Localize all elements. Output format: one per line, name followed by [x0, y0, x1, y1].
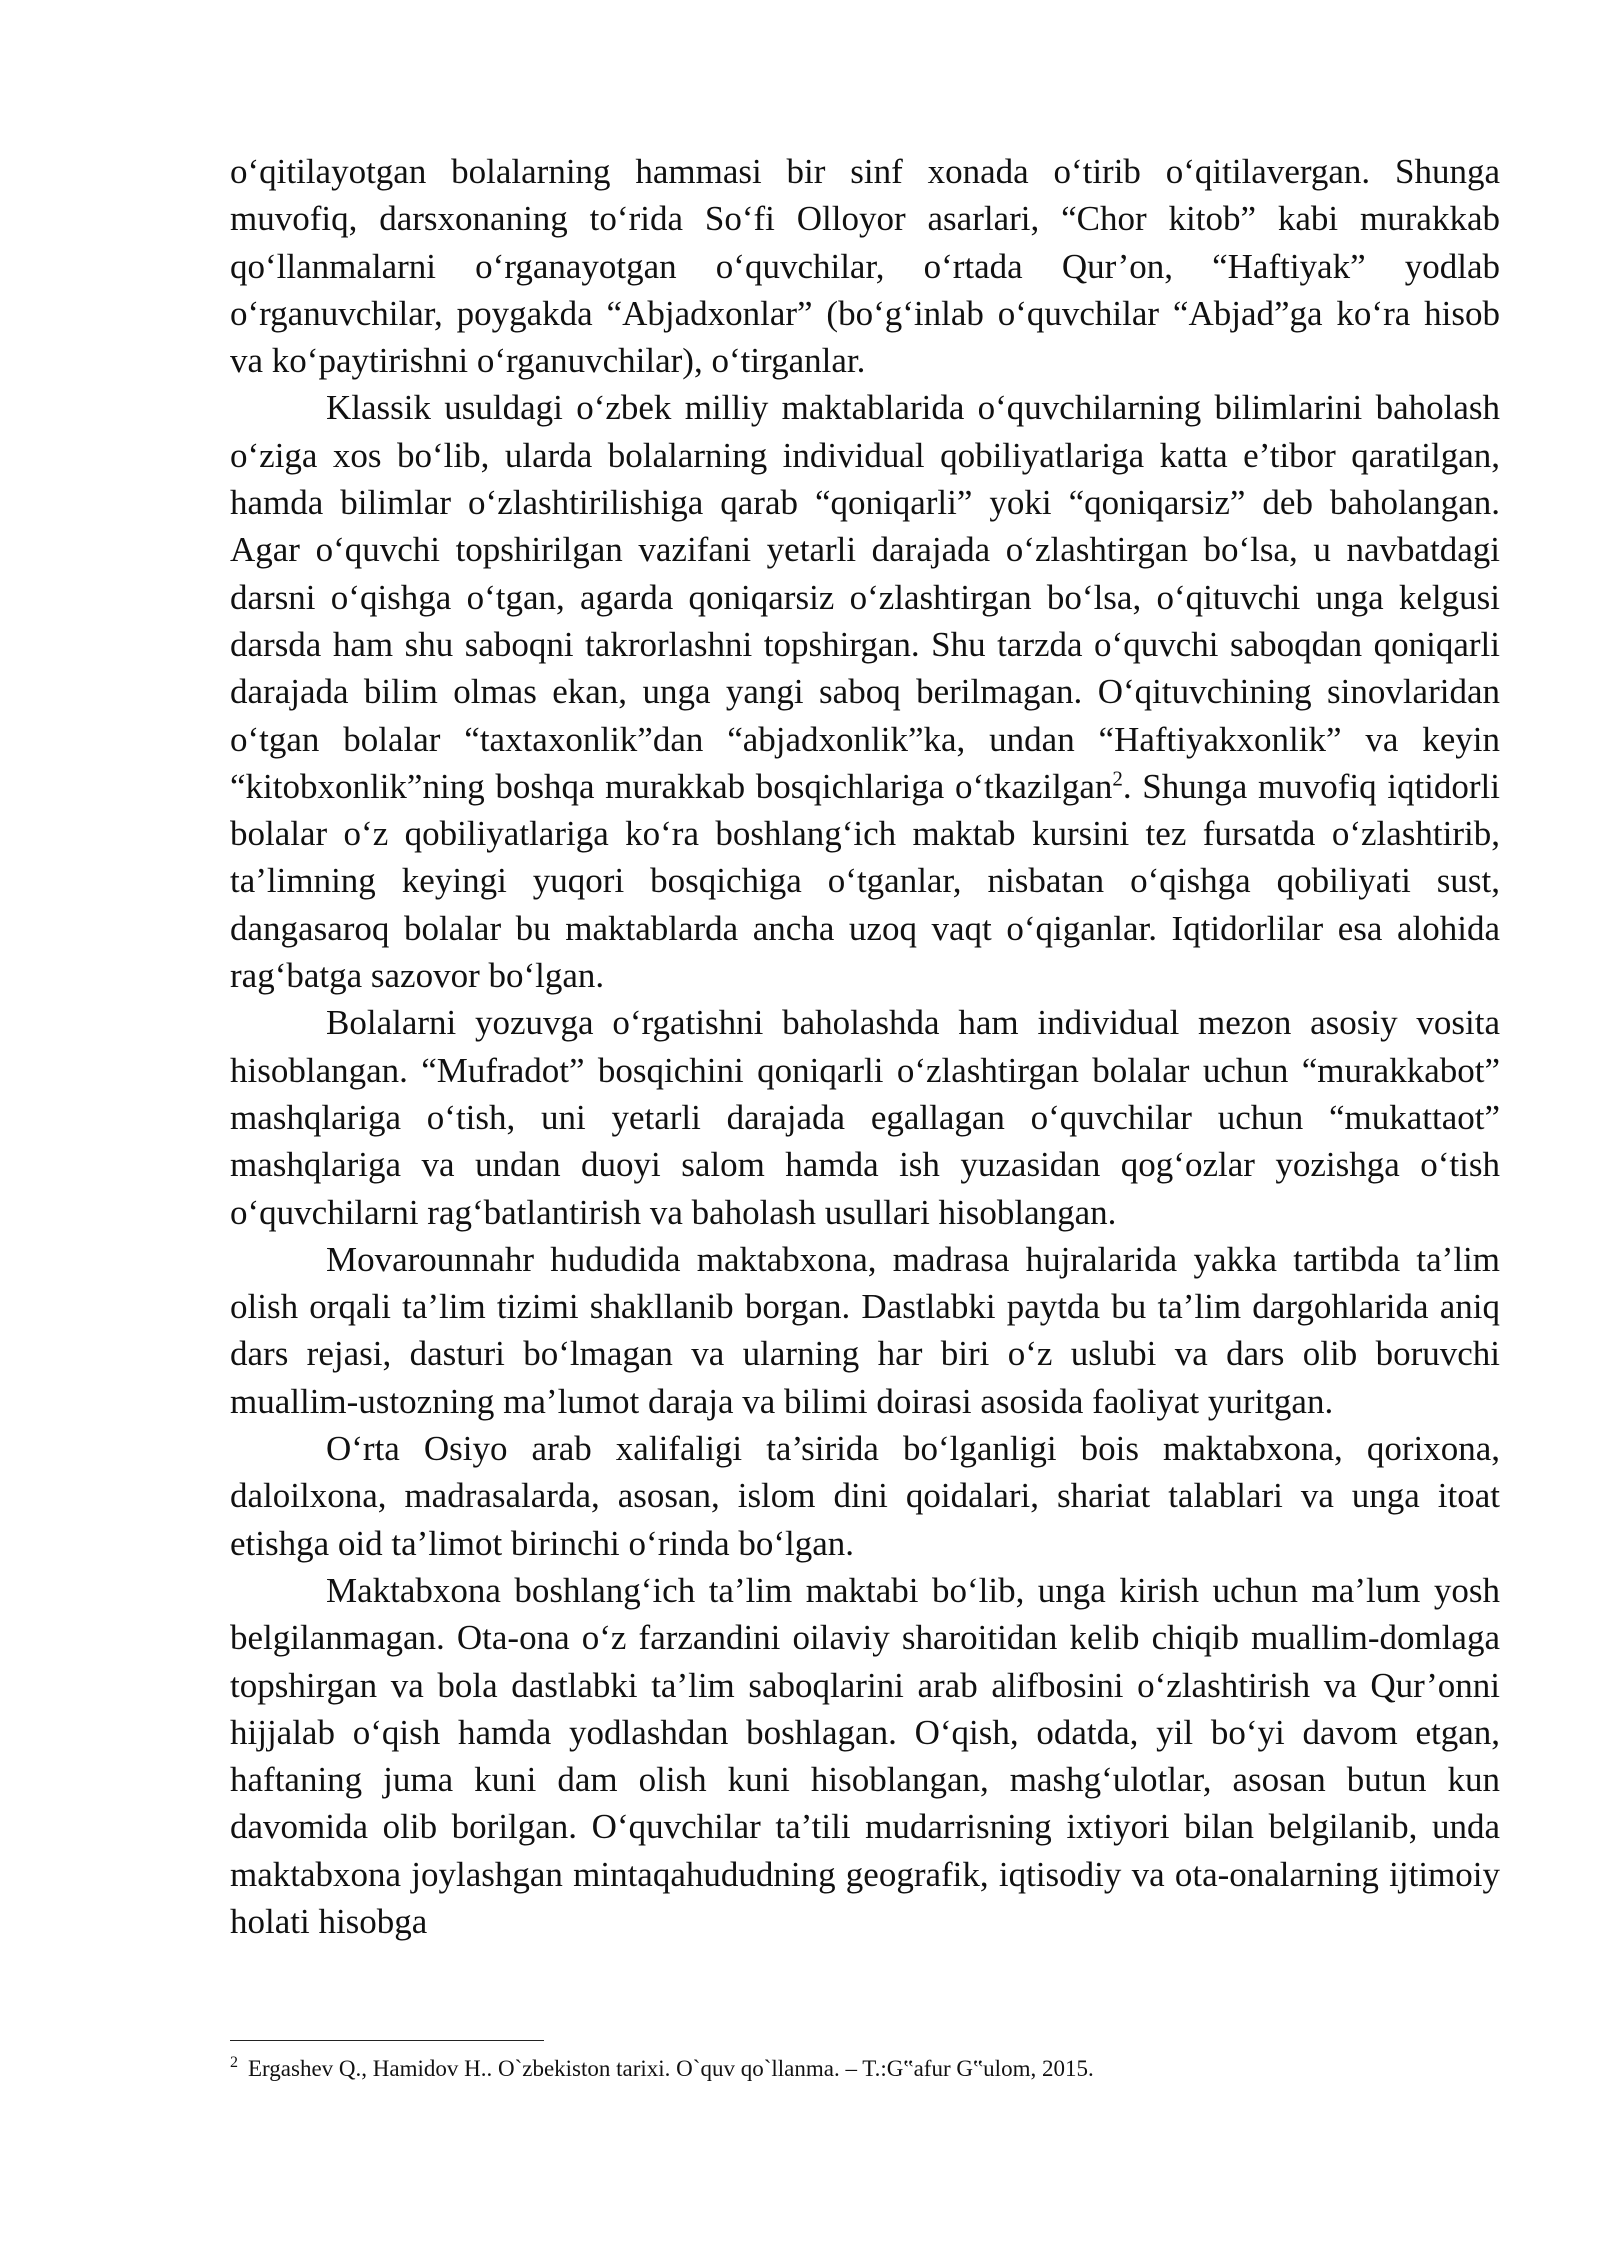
paragraph-writing: Bolalarni yozuvga o‘rgatishni baholashda ham individual mezon asosiy vosita hisoblangan. “Mufradot” bosqichini qoniqarli o‘zlashtirgan bolalar uchun “murakkabot” mashqlariga o‘tish, uni yetarli darajada egallagan o‘quvchilar uchun “mukattaot” mashqlariga va undan duoyi salom hamda ish yuzasidan qog‘ozlar yozishga o‘tish o‘quvchilarni rag‘batlantirish va baholash usullari hisoblangan. [230, 1003, 1500, 1232]
paragraph-continuation: o‘qitilayotgan bolalarning hammasi bir sinf xonada o‘tirib o‘qitilavergan. Shunga muvofiq, darsxonaning to‘rida So‘fi Olloyor asarlari, “Chor kitob” kabi murakkab qo‘llanmalarni o‘rganayotgan o‘quvchilar, o‘rtada Qur’on, “Haftiyak” yodlab o‘rganuvchilar, poygakda “Abjadxonlar” (bo‘g‘inlab o‘quvchilar “Abjad”ga ko‘ra hisob va ko‘paytirishni o‘rganuvchilar), o‘tirganlar. [230, 152, 1500, 381]
footnote-text: Ergashev Q., Hamidov H.. O`zbekiston tarixi. O`quv qo`llanma. – T.:G‟afur G‟ulom, 2015. [248, 2056, 1094, 2081]
paragraph-assessment [230, 384, 1500, 999]
paragraph-movarounnahr: Movarounnahr hududida maktabxona, madrasa hujralarida yakka tartibda ta’lim olish orqali ta’lim tizimi shakllanib borgan. Dastlabki paytda bu ta’lim dargohlarida aniq dars rejasi, dasturi bo‘lmagan va ularning har biri o‘z uslubi va dars olib boruvchi muallim-ustozning ma’lumot daraja va bilimi doirasi asosida faoliyat yuritgan. [230, 1239, 1500, 1421]
paragraph-assessment-part-1: Klassik usuldagi o‘zbek milliy maktablarida o‘quvchilarning bilimlarini baholash o‘ziga xos bo‘lib, ularda bolalarning individual qobiliyatlariga katta e’tibor qaratilgan, hamda bilimlar o‘zlashtirilishiga qarab “qoniqarli” yoki “qoniqarsiz” deb baholangan. Agar o‘quvchi topshirilgan vazifani yetarli darajada o‘zlashtirgan bo‘lsa, u navbatdagi darsni o‘qishga o‘tgan, agarda qoniqarsiz o‘zlashtirgan bo‘lsa, o‘qituvchi unga kelgusi darsda ham shu saboqni takrorlashni topshirgan. Shu tarzda o‘quvchi saboqdan qoniqarli darajada bilim olmas ekan, unga yangi saboq berilmagan. O‘qituvchining sinovlaridan o‘tgan bolalar “taxtaxonlik”dan “abjadxonlik”ka, undan “Haftiyakxonlik” va keyin “kitobxonlik”ning boshqa murakkab bosqichlariga o‘tkazilgan [230, 388, 1500, 806]
footnote [230, 2054, 1500, 2084]
paragraph-assessment-part-2: . Shunga muvofiq iqtidorli bolalar o‘z qobiliyatlariga ko‘ra boshlang‘ich maktab kursini tez fursatda o‘zlashtirib, ta’limning keyingi yuqori bosqichiga o‘tganlar, nisbatan o‘qishga qobiliyati sust, dangasaroq bolalar bu maktablarda ancha uzoq vaqt o‘qiganlar. Iqtidorlilar esa alohida rag‘batga sazovor bo‘lgan. [230, 766, 1500, 996]
paragraph-maktabxona: Maktabxona boshlang‘ich ta’lim maktabi bo‘lib, unga kirish uchun ma’lum yosh belgilanmagan. Ota-ona o‘z farzandini oilaviy sharoitidan kelib chiqib muallim-domlaga topshirgan va bola dastlabki ta’lim saboqlarini arab alifbosini o‘zlashtirish va Qur’onni hijjalab o‘qish hamda yodlashdan boshlagan. O‘qish, odatda, yil bo‘yi davom etgan, haftaning juma kuni dam olish kuni hisoblangan, mashg‘ulotlar, asosan butun kun davomida olib borilgan. O‘quvchilar ta’tili mudarrisning ixtiyori bilan belgilanib, unda maktabxona joylashgan mintaqahududning geografik, iqtisodiy va ota-onalarning ijtimoiy holati hisobga [230, 1570, 1500, 1941]
paragraph-central-asia: O‘rta Osiyo arab xalifaligi ta’sirida bo‘lganligi bois maktabxona, qorixona, daloilxona, madrasalarda, asosan, islom dini qoidalari, shariat talablari va unga itoat etishga oid ta’limot birinchi o‘rinda bo‘lgan. [230, 1429, 1500, 1563]
footnote-number: 2 [230, 2054, 238, 2072]
footnote-separator [230, 2040, 544, 2041]
body-text [230, 148, 1500, 1945]
footnote-reference[interactable]: 2 [1112, 766, 1123, 791]
